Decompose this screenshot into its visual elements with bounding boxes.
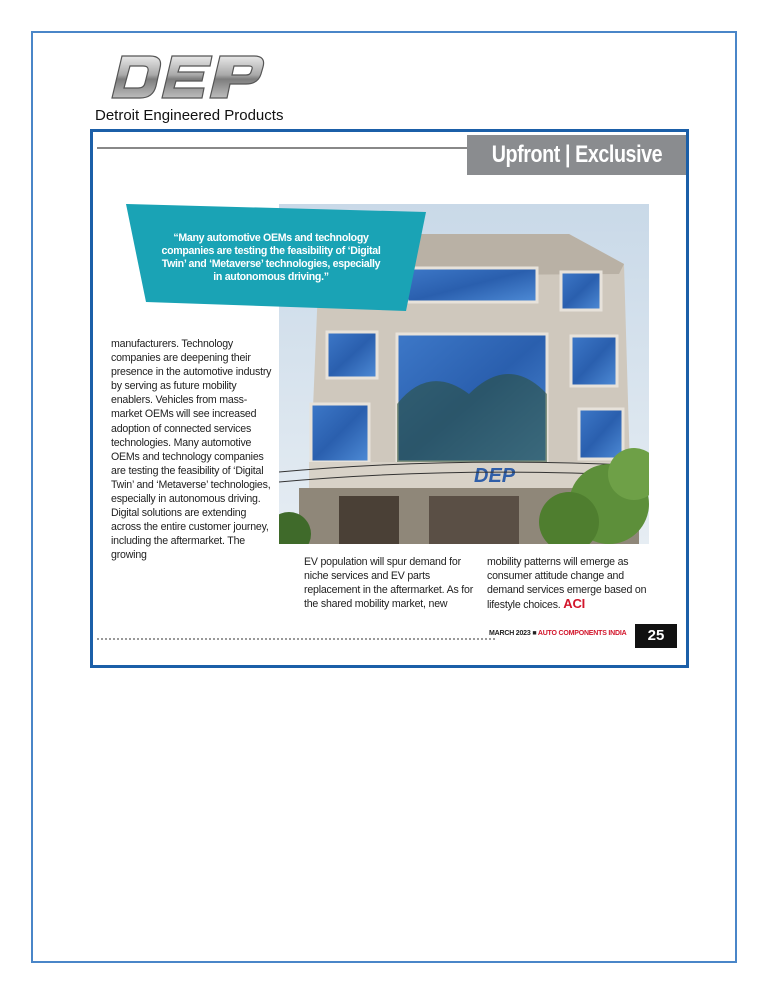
footer-dotted-rule (97, 638, 495, 640)
publication-name: AUTO COMPONENTS INDIA (537, 630, 627, 637)
header-rule (97, 147, 467, 149)
company-name: Detroit Engineered Products (95, 107, 284, 124)
article-column-3 (487, 555, 657, 612)
article-column-3-text: mobility patterns will emerge as consumer attitude change and demand services emerge based on lifestyle choices. (487, 556, 647, 612)
article-column-2: EV population will spur demand for niche services and EV parts replacement in the aftermarket. As for the shared mobility market, new (304, 556, 474, 611)
page-number: 25 (635, 624, 677, 648)
pullquote (126, 204, 426, 311)
building-sign: DEP (474, 465, 516, 487)
magazine-article (90, 129, 689, 668)
section-banner-text: Upfront | Exclusive (491, 141, 662, 168)
pullquote-text: “Many automotive OEMs and technology companies are testing the feasibility of ‘Digital Twin’ and ‘Metaverse’ technologies, especially in autonomous driving.” (161, 232, 381, 283)
end-mark: ACI (563, 596, 586, 612)
article-column-1: manufacturers. Technology companies are deepening their presence in the automotive industry by serving as future mobility enablers. Vehicles from mass-market OEMs will see increased adoption of connected services technologies. Many automotive OEMs and technology companies are testing the feasibility of ‘Digital Twin’ and ‘Metaverse’ technologies, especially in autonomous driving. Digital solutions are extending across the entire customer journey, including the aftermarket. The growing (111, 338, 272, 562)
dep-logo (108, 52, 268, 102)
issue-date: MARCH 2023 ■ (489, 630, 537, 637)
section-banner (467, 135, 686, 175)
magazine-footer (489, 630, 626, 637)
